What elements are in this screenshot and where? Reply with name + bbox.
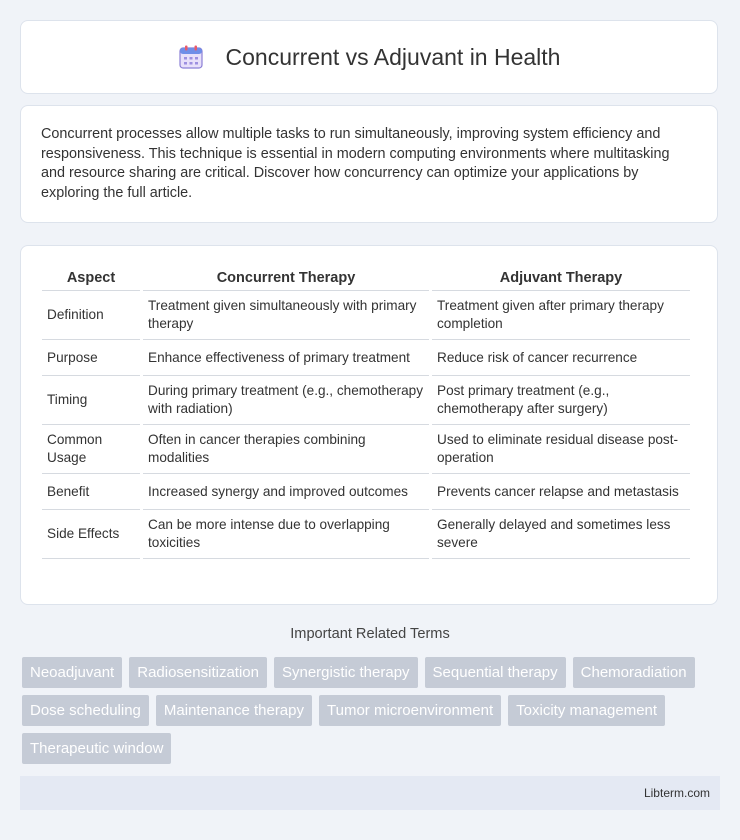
- footer: [20, 776, 720, 810]
- related-term-tag[interactable]: Neoadjuvant: [22, 657, 122, 688]
- row-aspect: Benefit: [42, 474, 140, 510]
- header-adjuvant: Adjuvant Therapy: [432, 266, 690, 291]
- comparison-table: [39, 266, 693, 559]
- table-row: [42, 340, 690, 376]
- row-aspect: Definition: [42, 291, 140, 340]
- related-term-tag[interactable]: Dose scheduling: [22, 695, 149, 726]
- row-aspect: Timing: [42, 376, 140, 425]
- row-concurrent: Can be more intense due to overlapping toxicities: [143, 510, 429, 559]
- row-adjuvant: Generally delayed and sometimes less severe: [432, 510, 690, 559]
- row-aspect: Side Effects: [42, 510, 140, 559]
- page-title: Concurrent vs Adjuvant in Health: [225, 43, 561, 70]
- related-term-tag[interactable]: Therapeutic window: [22, 733, 171, 764]
- related-term-tag[interactable]: Chemoradiation: [573, 657, 695, 688]
- row-adjuvant: Prevents cancer relapse and metastasis: [432, 474, 690, 510]
- related-term-tag[interactable]: Tumor microenvironment: [319, 695, 501, 726]
- header-aspect: Aspect: [42, 266, 140, 291]
- table-row: [42, 376, 690, 425]
- related-terms-title: Important Related Terms: [290, 626, 450, 642]
- row-concurrent: Often in cancer therapies combining modalities: [143, 425, 429, 474]
- row-adjuvant: Used to eliminate residual disease post-operation: [432, 425, 690, 474]
- intro-card: [20, 105, 718, 223]
- footer-site-link[interactable]: Libterm.com: [643, 786, 710, 800]
- related-term-tag[interactable]: Toxicity management: [508, 695, 665, 726]
- row-concurrent: Enhance effectiveness of primary treatment: [143, 340, 429, 376]
- table-row: [42, 510, 690, 559]
- calendar-icon: [178, 44, 204, 70]
- title-card: [20, 20, 718, 94]
- table-row: [42, 291, 690, 340]
- row-adjuvant: Post primary treatment (e.g., chemotherapy after surgery): [432, 376, 690, 425]
- intro-text: Concurrent processes allow multiple tasks to run simultaneously, improving system efficiency and responsiveness. This technique is essential in modern computing environments where multitasking and resource sharing are critical. Discover how concurrency can optimize your applications by exploring the full article.: [41, 126, 670, 201]
- related-term-tag[interactable]: Sequential therapy: [425, 657, 566, 688]
- table-header-row: [42, 266, 690, 291]
- table-row: [42, 425, 690, 474]
- row-concurrent: Treatment given simultaneously with primary therapy: [143, 291, 429, 340]
- row-adjuvant: Reduce risk of cancer recurrence: [432, 340, 690, 376]
- row-adjuvant: Treatment given after primary therapy completion: [432, 291, 690, 340]
- table-row: [42, 474, 690, 510]
- related-term-tag[interactable]: Synergistic therapy: [274, 657, 418, 688]
- related-term-tag[interactable]: Radiosensitization: [129, 657, 267, 688]
- comparison-card: [20, 245, 718, 605]
- row-aspect: Common Usage: [42, 425, 140, 474]
- row-aspect: Purpose: [42, 340, 140, 376]
- row-concurrent: Increased synergy and improved outcomes: [143, 474, 429, 510]
- related-term-tag[interactable]: Maintenance therapy: [156, 695, 312, 726]
- header-concurrent: Concurrent Therapy: [143, 266, 429, 291]
- related-terms-list: [22, 657, 722, 764]
- row-concurrent: During primary treatment (e.g., chemotherapy with radiation): [143, 376, 429, 425]
